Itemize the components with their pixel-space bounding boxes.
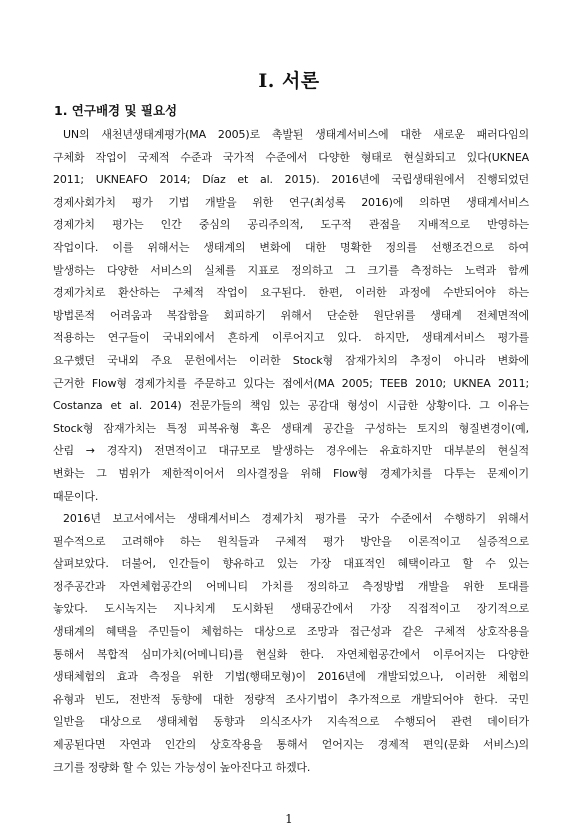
section-heading: 1. 연구배경 및 필요성 [54, 103, 178, 118]
text-line: 크기를 정량화 할 수 있는 가능성이 높아진다고 하겠다. [53, 760, 311, 774]
body-text [53, 124, 529, 779]
text-line: 필수적으로 고려해야 하는 원칙들과 구체적 평가 방안을 이론적이고 실증적으로 [53, 534, 529, 548]
text-line: 생태계의 혜택을 주민들이 체험하는 대상으로 조망과 접근성과 같은 구체적 상호작용을 [53, 625, 529, 639]
paragraph-1 [53, 124, 529, 508]
paragraph-2 [53, 508, 529, 779]
text-line: 경제가치 평가는 인간 중심의 공리주의적, 도구적 관점을 지배적으로 반영하는 [53, 218, 529, 232]
text-line: 통해서 복합적 심미가치(어메니티)를 현실화 한다. 자연체험공간에서 이루어지는 다양한 [53, 647, 529, 661]
text-line: 2016년 보고서에서는 생태계서비스 경제가치 평가를 국가 수준에서 수행하기 위해서 [63, 512, 529, 526]
text-line: 때문이다. [53, 489, 99, 503]
text-line: 놓았다. 도시녹지는 지나치게 도시화된 생태공간에서 가장 직접적이고 장기적으로 [53, 602, 529, 616]
text-line: Stock형 잠재가치는 특정 피복유형 혹은 생태계 공간을 구성하는 토지의 형질변경이(예, [53, 421, 529, 435]
text-line: Costanza et al. 2014) 전문가들의 책임 있는 공감대 형성이 시급한 상황이다. 그 이유는 [53, 399, 529, 413]
text-line: 변화는 그 범위가 제한적이어서 의사결정을 위해 Flow형 경제가치를 다투는 문제이기 [53, 466, 529, 480]
text-line: 2011; UKNEAFO 2014; Díaz et al. 2015). 2016년에 국립생태원에서 진행되었던 [53, 173, 529, 187]
text-line: 경제사회가치 평가 기법 개발을 위한 연구(최성록 2016)에 의하면 생태계서비스 [53, 195, 529, 209]
text-line: 방법론적 어려움과 복잡함을 회피하기 위해서 단순한 원단위를 생태계 전체면적에 [53, 308, 529, 322]
text-line: 일반을 대상으로 생태체험 동향과 의식조사가 지속적으로 수행되어 관련 데이터가 [53, 715, 529, 729]
text-line: 유형과 빈도, 전반적 동향에 대한 정량적 조사기법이 추가적으로 개발되어야 한다. 국민 [53, 692, 529, 706]
text-line: 제공된다면 자연과 인간의 상호작용을 통해서 얻어지는 경제적 편익(문화 서비스)의 [53, 738, 529, 752]
text-line: 적용하는 연구들이 국내외에서 흔하게 이루어지고 있다. 하지만, 생태계서비스 평가를 [53, 331, 529, 345]
text-line: 생태체험의 효과 측정을 위한 기법(행태모형)이 2016년에 개발되었으나, 이러한 체험의 [53, 670, 529, 684]
text-line: 정주공간과 자연체험공간의 어메니티 가치를 정의하고 측정방법 개발을 위한 토대를 [53, 579, 529, 593]
text-line: UN의 새천년생태계평가(MA 2005)로 촉발된 생태계서비스에 대한 새로운 패러다임의 [63, 128, 529, 141]
text-line: 근거한 Flow형 경제가치를 주문하고 있다는 점에서(MA 2005; TEEB 2010; UKNEA 2011; [53, 376, 529, 390]
text-line: 살펴보았다. 더불어, 인간들이 향유하고 있는 가장 대표적인 혜택이라고 할 수 있는 [53, 557, 529, 571]
text-line: 산림 → 경작지) 전면적이고 대규모로 발생하는 경우에는 유효하지만 대부분의 현실적 [53, 444, 529, 458]
page-number: 1 [285, 812, 293, 826]
text-line: 경제가치로 환산하는 구체적 작업이 요구된다. 한편, 이러한 과정에 수반되어야 하는 [53, 286, 529, 300]
text-line: 발생하는 다양한 서비스의 실체를 지표로 정의하고 그 크기를 측정하는 노력과 함께 [53, 263, 529, 277]
text-line: 작업이다. 이를 위해서는 생태계의 변화에 대한 명확한 정의를 선행조건으로 하여 [53, 240, 529, 254]
text-line: 구체화 작업이 국제적 수준과 국가적 수준에서 다양한 형태로 현실화되고 있다(UKNEA [53, 150, 529, 164]
text-line: 요구했던 국내외 주요 문헌에서는 이러한 Stock형 잠재가치의 추정이 아니라 변화에 [53, 353, 529, 367]
chapter-title: I. 서론 [258, 70, 320, 92]
